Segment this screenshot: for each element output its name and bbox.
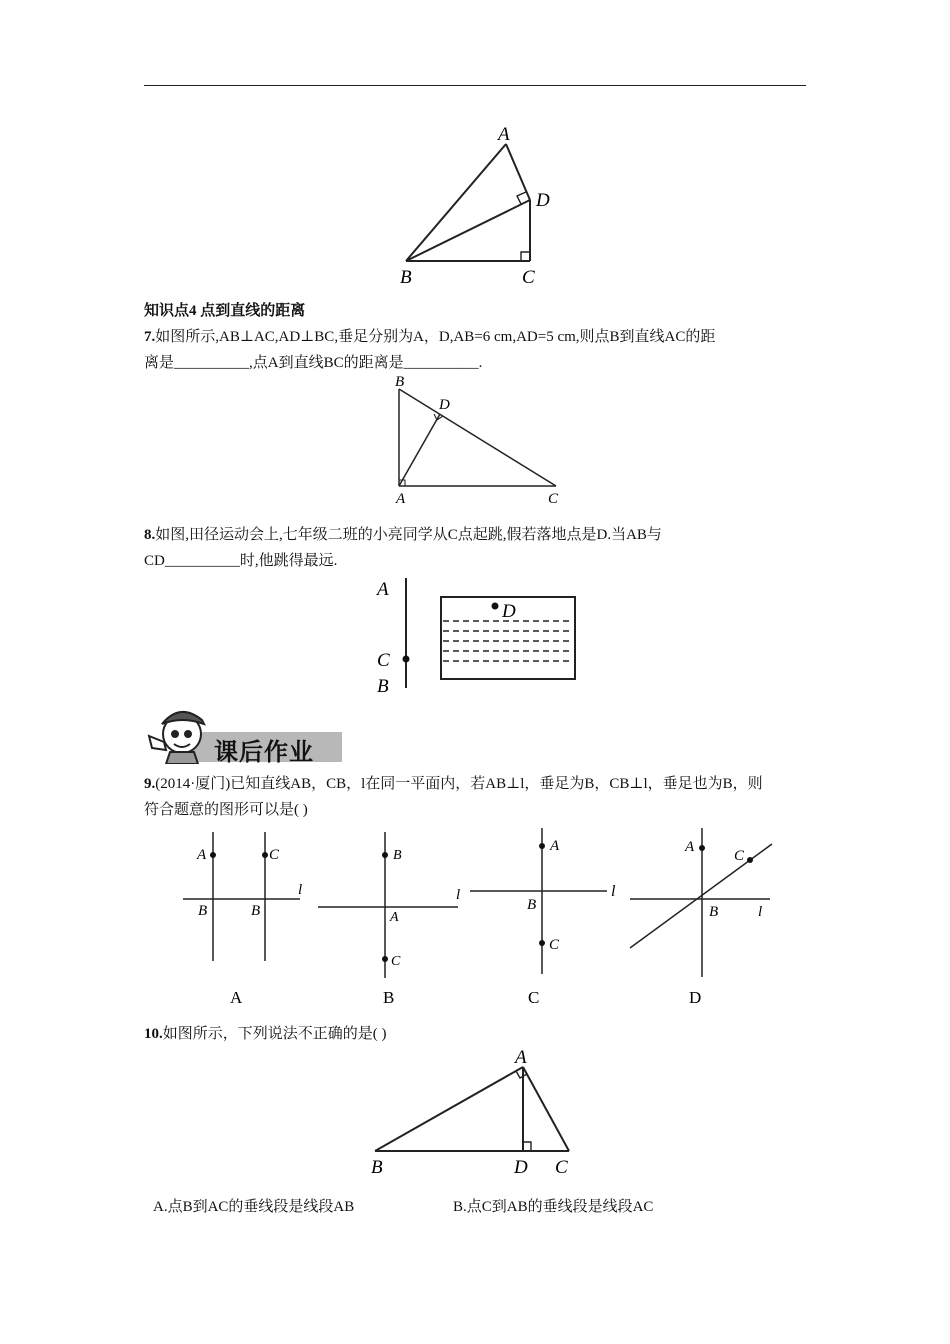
question-7-line1 <box>144 324 715 350</box>
label-l: l <box>298 882 303 898</box>
right-angle-mark-c <box>521 252 530 261</box>
label-b: B <box>377 676 389 697</box>
segment-ad <box>506 144 530 200</box>
label-c: C <box>269 847 280 863</box>
point-c <box>539 940 545 946</box>
option-label-a: A <box>230 988 243 1007</box>
section-heading: 知识点4 点到直线的距离 <box>144 303 306 319</box>
q10-choice-b: B.点C到AB的垂线段是线段AC <box>453 1199 654 1215</box>
q9-figure-c <box>470 828 630 1013</box>
q9-figure-d <box>625 820 785 1010</box>
point-b <box>382 852 388 858</box>
question-7-line2: 离是__________,点A到直线BC的距离是__________. <box>144 355 483 371</box>
label-b: B <box>527 897 537 913</box>
question-number: 8. <box>144 527 156 543</box>
label-d: D <box>502 601 516 622</box>
option-label-c: C <box>528 988 540 1007</box>
question-10 <box>144 1021 387 1047</box>
question-8-line2: CD__________时,他跳得最远. <box>144 553 338 569</box>
label-a: A <box>550 838 560 854</box>
point-c <box>747 857 753 863</box>
label-c: C <box>391 954 401 969</box>
option-label-b: B <box>383 988 395 1007</box>
figure-triangle-top <box>390 120 560 290</box>
question-text: 如图,田径运动会上,七年级二班的小亮同学从C点起跳,假若落地点是D.当AB与 <box>155 527 662 543</box>
q10-choice-a: A.点B到AC的垂线段是线段AB <box>153 1199 355 1215</box>
label-a: A <box>498 124 510 145</box>
figure-q7 <box>390 370 570 510</box>
label-b: B <box>709 904 719 920</box>
question-number: 10. <box>144 1026 163 1042</box>
label-c: C <box>522 267 535 288</box>
homework-banner <box>144 702 344 764</box>
question-9-line2: 符合题意的图形可以是( ) <box>144 802 308 818</box>
question-text: 如图所示，下列说法不正确的是( ) <box>162 1026 387 1042</box>
figure-q10 <box>365 1045 580 1180</box>
question-text: (2014·厦门)已知直线AB，CB，l在同一平面内，若AB⊥l，垂足为B，CB⊥l，垂足也为B，则 <box>155 776 763 792</box>
label-b: B <box>393 848 402 863</box>
label-a: A <box>515 1047 527 1068</box>
point-c <box>262 852 268 858</box>
q9-figure-a <box>175 828 315 1013</box>
label-b: B <box>251 903 261 919</box>
label-c: C <box>734 848 745 864</box>
header-rule <box>144 85 806 86</box>
label-c: C <box>548 491 559 507</box>
question-number: 7. <box>144 329 156 345</box>
label-c: C <box>555 1157 568 1178</box>
label-b: B <box>198 903 208 919</box>
segment-ad <box>399 414 440 486</box>
label-a: A <box>685 839 695 855</box>
point-c <box>382 956 388 962</box>
homework-title: 课后作业 <box>214 738 314 766</box>
point-a <box>699 845 705 851</box>
figure-q8 <box>370 575 585 700</box>
question-8-line1 <box>144 522 662 548</box>
question-9-line1 <box>144 771 763 797</box>
label-a: A <box>390 910 399 925</box>
segment-bd <box>406 200 530 261</box>
question-number: 9. <box>144 776 156 792</box>
question-text: 如图所示,AB⊥AC,AD⊥BC,垂足分别为A，D,AB=6 cm,AD=5 cm,则点B到直线AC的距 <box>155 329 716 345</box>
label-a: A <box>377 579 389 600</box>
segment-bc <box>399 389 556 486</box>
point-a <box>210 852 216 858</box>
q9-figure-b <box>318 828 468 1013</box>
label-c: C <box>377 650 390 671</box>
point-a <box>539 843 545 849</box>
label-b: B <box>400 267 412 288</box>
label-l: l <box>758 904 763 920</box>
label-a: A <box>396 491 406 507</box>
right-angle-mark-d <box>523 1142 531 1151</box>
label-d: D <box>514 1157 528 1178</box>
option-label-d: D <box>689 988 702 1007</box>
label-l: l <box>456 887 461 903</box>
segment-ba <box>406 144 506 261</box>
label-d: D <box>439 397 450 413</box>
point-c <box>403 656 410 663</box>
segment-ba <box>375 1067 523 1151</box>
label-d: D <box>536 190 550 211</box>
sand-pit-lines <box>443 621 573 661</box>
point-d <box>492 603 499 610</box>
label-c: C <box>549 937 560 953</box>
segment-ac <box>523 1067 569 1151</box>
label-a: A <box>197 847 207 863</box>
label-l: l <box>611 883 616 900</box>
label-b: B <box>371 1157 383 1178</box>
label-b: B <box>395 374 405 390</box>
